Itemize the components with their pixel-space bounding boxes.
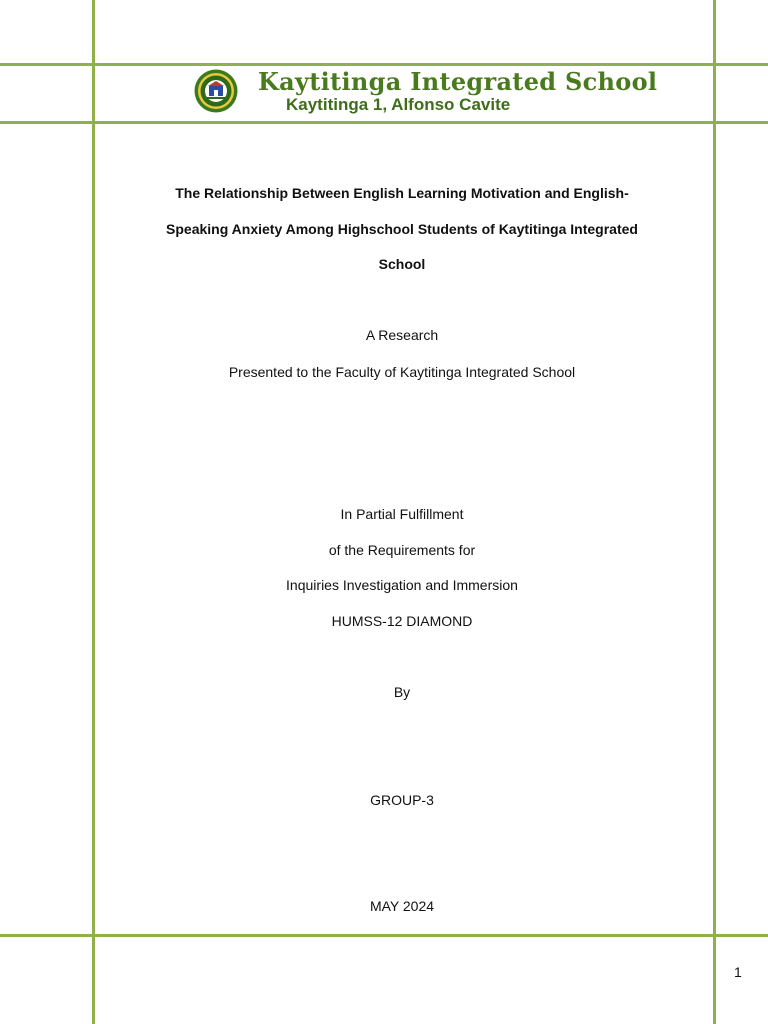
fulfillment-line-1: In Partial Fulfillment xyxy=(340,506,464,522)
page-number: 1 xyxy=(734,964,742,980)
school-name: Kaytitinga Integrated School xyxy=(258,67,658,96)
group-name: GROUP-3 xyxy=(370,792,434,808)
left-margin-rule xyxy=(92,0,95,1024)
document-header xyxy=(96,67,714,122)
presented-to-line: Presented to the Faculty of Kaytitinga Integrated School xyxy=(228,364,576,380)
footer-rule xyxy=(0,934,768,937)
fulfillment-line-2: of the Requirements for xyxy=(328,542,476,558)
section-name: HUMSS-12 DIAMOND xyxy=(331,613,473,629)
school-seal-icon xyxy=(194,69,238,113)
submission-date: MAY 2024 xyxy=(369,898,435,914)
by-label: By xyxy=(393,684,411,700)
right-margin-rule xyxy=(713,0,716,1024)
top-header-rule xyxy=(0,63,768,66)
research-title-line-1: The Relationship Between English Learning Motivation and English- xyxy=(175,185,629,201)
school-address: Kaytitinga 1, Alfonso Cavite xyxy=(286,95,511,114)
research-title-line-3: School xyxy=(378,256,426,272)
subject-name: Inquiries Investigation and Immersion xyxy=(286,577,518,593)
research-title-line-2: Speaking Anxiety Among Highschool Students of Kaytitinga Integrated xyxy=(166,221,638,237)
research-label: A Research xyxy=(365,327,439,343)
